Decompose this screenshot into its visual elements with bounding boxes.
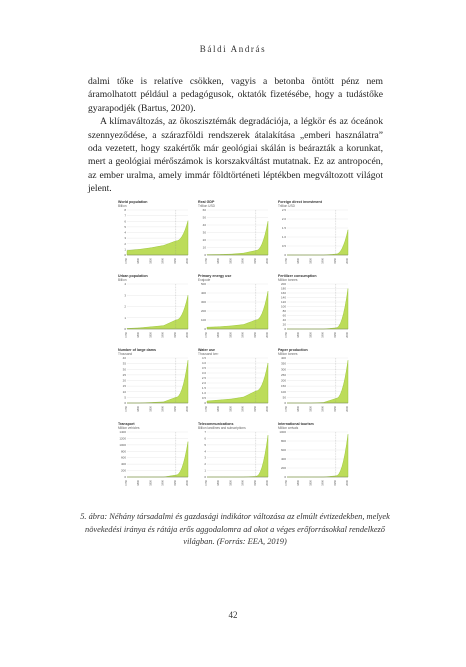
y-tick-label: 250 (280, 372, 286, 377)
y-tick-label: 1000 (279, 430, 286, 434)
chart-panel (118, 422, 190, 488)
x-tick-label: 2000 (186, 258, 189, 264)
panel-title: Number of large dams (118, 348, 156, 352)
y-tick-label: 60 (202, 208, 206, 212)
x-tick-label: 1750 (125, 258, 128, 264)
x-tick-label: 1950 (173, 332, 177, 338)
panel-plot (198, 430, 270, 486)
y-tick-label: 200 (280, 466, 286, 470)
x-tick-label: 1950 (253, 332, 257, 338)
y-tick-label: 800 (120, 449, 126, 454)
x-tick-label: 1950 (173, 480, 177, 486)
panel-unit: Trillion USD (278, 204, 295, 208)
panel-plot (118, 430, 190, 486)
x-tick-label: 1950 (333, 332, 337, 338)
panel-unit: Thousand (118, 352, 133, 356)
y-tick-label: 0 (204, 327, 206, 331)
series-area (127, 442, 188, 477)
y-tick-label: 0 (204, 475, 206, 479)
x-tick-label: 2000 (266, 406, 269, 412)
y-tick-label: 0 (284, 401, 286, 405)
y-tick-label: 1.5 (281, 226, 286, 230)
x-tick-label: 1950 (253, 258, 257, 264)
y-tick-label: 1.0 (281, 235, 286, 239)
panel-unit: Million tonnes (278, 352, 298, 356)
panel-title: Telecommunications (198, 422, 234, 426)
y-tick-label: 0 (124, 401, 126, 405)
y-tick-label: 1.0 (201, 391, 206, 395)
x-tick-label: 1850 (229, 258, 233, 264)
panel-plot (118, 282, 190, 338)
chart-panel (278, 422, 350, 488)
y-tick-label: 200 (120, 468, 126, 473)
panel-title: Foreign direct investment (278, 200, 322, 204)
chart-panel (278, 200, 350, 266)
x-tick-label: 1900 (321, 332, 325, 338)
x-tick-label: 1900 (321, 480, 325, 486)
y-tick-label: 3 (124, 293, 126, 298)
panel-plot (118, 356, 190, 412)
y-tick-label: 100 (280, 389, 286, 394)
x-tick-label: 2000 (346, 258, 349, 264)
x-tick-label: 1900 (161, 332, 165, 338)
x-tick-label: 1850 (149, 480, 153, 486)
x-tick-label: 1800 (297, 480, 301, 486)
x-tick-label: 2000 (266, 258, 269, 264)
panel-title: Paper production (278, 348, 308, 352)
x-tick-label: 1850 (149, 258, 153, 264)
y-tick-label: 350 (280, 361, 286, 366)
y-tick-label: 300 (280, 367, 286, 372)
x-tick-label: 1850 (309, 258, 313, 264)
y-tick-label: 500 (200, 282, 206, 286)
y-tick-label: 7 (124, 213, 126, 218)
y-tick-label: 50 (282, 395, 286, 400)
y-tick-label: 2 (204, 462, 206, 467)
paragraph-1: dalmi tőke is relatíve csökken, vagyis a betonba öntött pénz nem áramolhatott például a pedagógusok, oktatók fizetésébe, hogy a tudástőke gyarapodjék (Bartus, 2020). (88, 76, 383, 114)
y-tick-label: 3 (124, 236, 126, 241)
x-tick-label: 1850 (229, 332, 233, 338)
panel-plot (198, 282, 270, 338)
y-tick-label: 1000 (119, 442, 126, 447)
x-tick-label: 1750 (205, 258, 208, 264)
x-tick-label: 1750 (125, 332, 128, 338)
x-tick-label: 1950 (333, 406, 337, 412)
y-tick-label: 25 (122, 372, 126, 377)
y-tick-label: 200 (200, 309, 206, 313)
x-tick-label: 2000 (346, 332, 349, 338)
x-tick-label: 1950 (253, 480, 257, 486)
y-tick-label: 2 (124, 304, 126, 309)
x-tick-label: 1850 (149, 332, 153, 338)
y-tick-label: 600 (280, 448, 286, 452)
y-tick-label: 35 (122, 361, 126, 366)
panel-title: World population (118, 200, 148, 204)
x-tick-label: 1900 (161, 406, 165, 412)
x-tick-label: 1800 (217, 258, 221, 264)
x-tick-label: 2000 (186, 480, 189, 486)
chart-panel (118, 200, 190, 266)
x-tick-label: 1750 (285, 480, 288, 486)
y-tick-label: 100 (280, 304, 286, 309)
y-tick-label: 7 (204, 430, 206, 434)
x-tick-label: 1900 (321, 406, 325, 412)
panel-title: Transport (118, 422, 135, 426)
y-tick-label: 0 (204, 253, 206, 257)
x-tick-label: 2000 (346, 480, 349, 486)
x-tick-label: 1750 (205, 406, 208, 412)
panel-unit: Million arrivals (278, 426, 299, 430)
panel-unit: Thousand km³ (198, 352, 219, 356)
x-tick-label: 2000 (186, 406, 189, 412)
x-tick-label: 1950 (333, 258, 337, 264)
y-tick-label: 3.5 (201, 366, 206, 370)
x-tick-label: 1900 (161, 258, 165, 264)
y-tick-label: 0 (284, 253, 286, 257)
y-tick-label: 800 (280, 439, 286, 443)
y-tick-label: 30 (202, 230, 206, 235)
x-tick-label: 1900 (161, 480, 165, 486)
y-tick-label: 1 (204, 468, 206, 473)
y-tick-label: 4 (124, 282, 126, 286)
panel-title: Urban population (118, 274, 148, 278)
panel-unit: Million vehicles (118, 426, 140, 430)
x-tick-label: 1750 (285, 406, 288, 412)
x-tick-label: 1900 (241, 258, 245, 264)
x-tick-label: 1750 (125, 480, 128, 486)
y-tick-label: 4.5 (201, 356, 206, 360)
x-tick-label: 1800 (297, 258, 301, 264)
series-area (287, 289, 348, 330)
x-tick-label: 1800 (137, 480, 141, 486)
panel-plot (278, 208, 350, 264)
page-number: 42 (228, 610, 238, 620)
y-tick-label: 200 (280, 378, 286, 383)
panel-unit: Billion landlines and subscriptions (198, 426, 246, 430)
y-tick-label: 180 (280, 286, 286, 291)
x-tick-label: 1800 (137, 406, 141, 412)
y-tick-label: 60 (282, 313, 286, 318)
chart-panel (118, 348, 190, 414)
indicator-chart-grid (118, 200, 354, 500)
series-area (127, 295, 188, 329)
panel-title: International tourism (278, 422, 314, 426)
x-tick-label: 1850 (309, 332, 313, 338)
x-tick-label: 1750 (205, 332, 208, 338)
y-tick-label: 1400 (119, 430, 126, 434)
chart-panel (278, 348, 350, 414)
x-tick-label: 1750 (205, 480, 208, 486)
y-tick-label: 20 (122, 378, 126, 383)
x-tick-label: 1900 (241, 406, 245, 412)
y-tick-label: 3.0 (201, 371, 206, 375)
x-tick-label: 2000 (266, 332, 269, 338)
y-tick-label: 400 (280, 457, 286, 461)
y-tick-label: 400 (280, 356, 286, 360)
y-tick-label: 40 (202, 223, 206, 227)
x-tick-label: 1850 (149, 406, 153, 412)
y-tick-label: 6 (124, 219, 126, 224)
x-tick-label: 1950 (253, 406, 257, 412)
x-tick-label: 2000 (186, 332, 189, 338)
panel-plot (278, 356, 350, 412)
y-tick-label: 600 (120, 455, 126, 460)
panel-plot (198, 356, 270, 412)
y-tick-label: 0.5 (201, 396, 206, 400)
y-tick-label: 80 (282, 309, 286, 313)
y-tick-label: 0 (204, 401, 206, 405)
panel-plot (198, 208, 270, 264)
y-tick-label: 2.5 (281, 208, 286, 212)
y-tick-label: 300 (200, 300, 206, 304)
x-tick-label: 1850 (309, 480, 313, 486)
series-area (207, 291, 268, 329)
x-tick-label: 1800 (217, 406, 221, 412)
y-tick-label: 0 (124, 253, 126, 257)
x-tick-label: 1950 (333, 480, 337, 486)
x-tick-label: 1850 (309, 406, 313, 412)
y-tick-label: 160 (280, 291, 286, 295)
x-tick-label: 1850 (229, 406, 233, 412)
panel-title: Water use (198, 348, 216, 352)
body-text (88, 75, 383, 196)
y-tick-label: 6 (204, 436, 206, 441)
panel-title: Primary energy use (198, 274, 232, 278)
panel-unit: Exajoule (198, 278, 211, 282)
y-tick-label: 40 (282, 318, 286, 322)
y-tick-label: 2.5 (201, 376, 206, 380)
x-tick-label: 1900 (241, 480, 245, 486)
x-tick-label: 2000 (266, 480, 269, 486)
y-tick-label: 3 (204, 455, 206, 460)
chart-panel (198, 274, 270, 340)
chart-panel (278, 274, 350, 340)
x-tick-label: 1800 (217, 332, 221, 338)
y-tick-label: 150 (280, 384, 286, 389)
y-tick-label: 20 (282, 322, 286, 327)
y-tick-label: 1200 (119, 436, 126, 441)
series-area (287, 360, 348, 403)
panel-unit: Trillion USD (198, 204, 215, 208)
y-tick-label: 0 (284, 327, 286, 331)
y-tick-label: 2 (124, 241, 126, 246)
y-tick-label: 140 (280, 295, 286, 300)
chart-panel (198, 422, 270, 488)
x-tick-label: 1850 (229, 480, 233, 486)
series-area (127, 221, 188, 255)
y-tick-label: 5 (124, 224, 126, 229)
panel-title: Fertilizer consumption (278, 274, 317, 278)
chart-panel (198, 200, 270, 266)
x-tick-label: 1800 (217, 480, 221, 486)
x-tick-label: 1800 (297, 332, 301, 338)
y-tick-label: 200 (280, 282, 286, 286)
series-area (287, 434, 348, 477)
y-tick-label: 30 (122, 367, 126, 372)
y-tick-label: 4.0 (201, 361, 206, 365)
x-tick-label: 1900 (241, 332, 245, 338)
running-header: Báldi András (199, 44, 267, 54)
y-tick-label: 1 (124, 247, 126, 252)
x-tick-label: 1750 (125, 406, 128, 412)
y-tick-label: 4 (204, 449, 206, 454)
series-area (207, 221, 268, 255)
y-tick-label: 0 (124, 475, 126, 479)
x-tick-label: 1800 (137, 258, 141, 264)
panel-plot (118, 208, 190, 264)
y-tick-label: 2.0 (201, 381, 206, 385)
y-tick-label: 50 (202, 215, 206, 220)
series-area (287, 230, 348, 255)
y-tick-label: 15 (122, 384, 126, 389)
y-tick-label: 1 (124, 315, 126, 320)
panel-unit: Billion (118, 278, 127, 282)
y-tick-label: 10 (122, 389, 126, 394)
panel-unit: Billion (118, 204, 127, 208)
y-tick-label: 100 (200, 318, 206, 322)
y-tick-label: 120 (280, 300, 286, 304)
chart-panel (198, 348, 270, 414)
x-tick-label: 1950 (173, 406, 177, 412)
y-tick-label: 5 (204, 442, 206, 447)
panel-plot (278, 430, 350, 486)
series-area (127, 360, 188, 403)
y-tick-label: 10 (202, 245, 206, 250)
x-tick-label: 1750 (285, 332, 288, 338)
panel-plot (278, 282, 350, 338)
y-tick-label: 0.5 (281, 244, 286, 248)
y-tick-label: 8 (124, 208, 126, 212)
y-tick-label: 400 (120, 462, 126, 467)
paragraph-2: A klímaváltozás, az ökoszisztémák degradációja, a légkör és az óceánok szennyeződése, a szárazföldi rendszerek átalakítása „emberi használatra” oda vezetett, hogy szakértők már geológiai skálán is beárazták a korunkat, mert a geológiai mérőszámok is korszakváltást mutatnak. Ez az antropocén, az ember uralma, amely immár földtörténeti léptékben megváltozott világot jelent. (88, 116, 383, 195)
y-tick-label: 0 (124, 327, 126, 331)
panel-title: Real GDP (198, 200, 215, 204)
x-tick-label: 1800 (137, 332, 141, 338)
figure-caption: 5. ábra: Néhány társadalmi és gazdasági indikátor változása az elmúlt évtizedekben, melyek növekedési iránya és rátája erős aggodalomra ad okot a véges erőforrásokkal rendelkező világban. (Forrás: EEA, 2019) (80, 512, 390, 547)
x-tick-label: 1800 (297, 406, 301, 412)
x-tick-label: 2000 (346, 406, 349, 412)
y-tick-label: 40 (122, 356, 126, 360)
y-tick-label: 400 (200, 291, 206, 295)
panel-unit: Million tonnes (278, 278, 298, 282)
y-tick-label: 20 (202, 238, 206, 242)
y-tick-label: 0 (284, 475, 286, 479)
x-tick-label: 1750 (285, 258, 288, 264)
y-tick-label: 4 (124, 230, 126, 235)
y-tick-label: 2.0 (281, 217, 286, 221)
x-tick-label: 1950 (173, 258, 177, 264)
chart-panel (118, 274, 190, 340)
x-tick-label: 1900 (321, 258, 325, 264)
y-tick-label: 1.5 (201, 386, 206, 390)
y-tick-label: 5 (124, 395, 126, 400)
